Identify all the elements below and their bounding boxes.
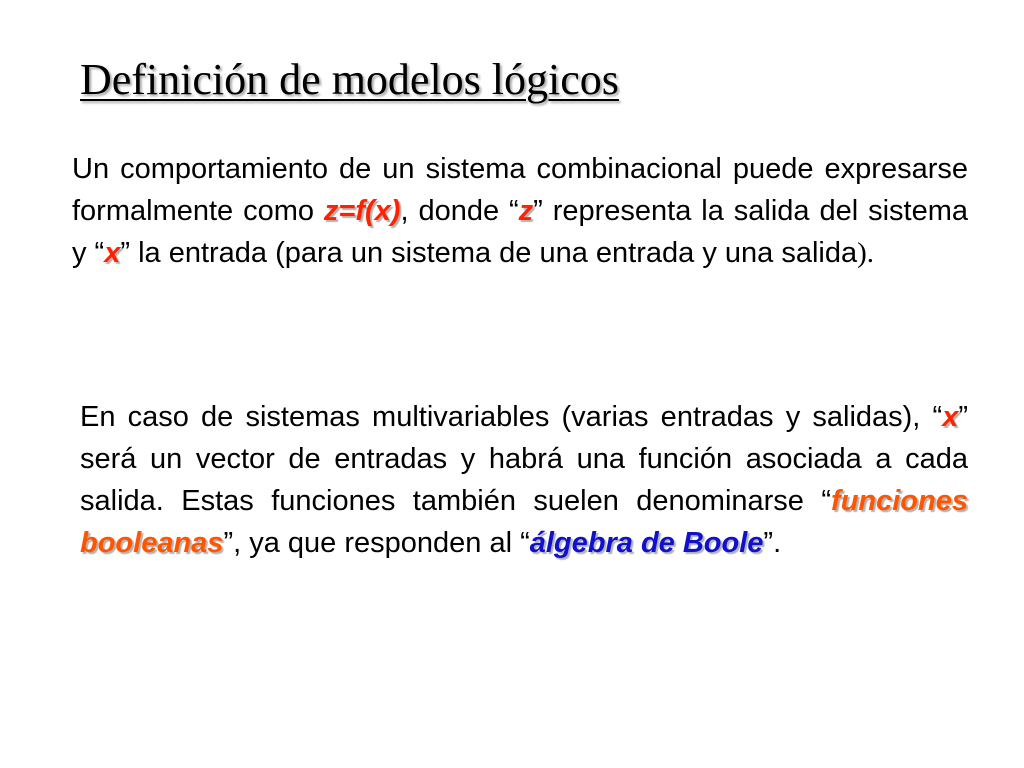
p2-text-3: ”, ya que responden al “: [223, 527, 530, 559]
paragraph-definition: [72, 148, 968, 274]
slide-title: Definición de modelos lógicos: [80, 55, 619, 104]
variable-x-vector: x: [942, 401, 959, 433]
p1-text-4: ” la entrada (para un sistema de una entrada y una salida: [120, 237, 858, 269]
term-funciones-booleanas: funciones booleanas: [80, 485, 968, 559]
formula-zfx: z=f(x): [323, 195, 401, 227]
p1-text-3: ” representa la salida del sistema y “: [72, 195, 968, 269]
term-algebra-de-boole: álgebra de Boole: [529, 527, 764, 559]
p2-text-1: En caso de sistemas multivariables (varias entradas y salidas), “: [80, 401, 943, 433]
variable-x: x: [104, 237, 121, 269]
p1-text-1: Un comportamiento de un sistema combinacional puede expresarse formalmente como: [72, 153, 968, 227]
variable-z: z: [518, 195, 534, 227]
p2-text-4: ”.: [763, 527, 782, 559]
p1-text-5: ).: [857, 237, 875, 269]
p1-text-2: , donde “: [400, 195, 519, 227]
paragraph-multivariable: [80, 396, 968, 564]
p2-text-2: ” será un vector de entradas y habrá una función asociada a cada salida. Estas funciones también suelen denominarse “: [80, 401, 968, 517]
